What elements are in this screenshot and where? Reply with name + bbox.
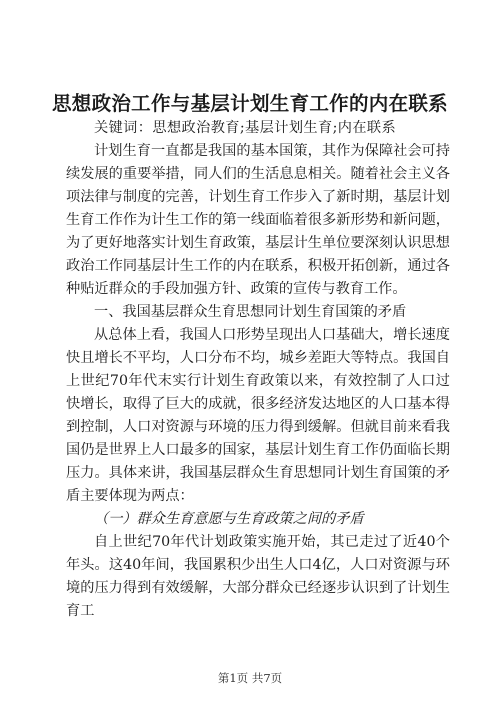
page-number-footer: 第1页 共7页 xyxy=(217,671,283,685)
document-body xyxy=(66,117,450,623)
paragraph-intro: 计划生育一直都是我国的基本国策，其作为保障社会可持续发展的重要举措，同人们的生活息息相关。随着社会主义各项法律与制度的完善，计划生育工作步入了新时期，基层计划生育工作作为计生工作的第一线面临着很多新形势和新问题，为了更好地落实计划生育政策，基层计生单位要深刻认识思想政治工作同基层计生工作的内在联系，积极开拓创新，通过各种贴近群众的手段加强方针、政策的宣传与教育工作。 xyxy=(66,143,450,297)
document-title: 思想政治工作与基层计划生育工作的内在联系 xyxy=(51,92,448,115)
paragraph-policy-history: 自上世纪70年代计划政策实施开始，其已走过了近40个年头。这40年间，我国累积少出生人口4亿，人口对资源与环境的压力得到有效缓解，大部分群众已经逐步认识到了计划生育工 xyxy=(66,534,450,619)
section-heading-1: 一、我国基层群众生育思想同计划生育国策的矛盾 xyxy=(94,304,407,320)
keywords-line: 关键词：思想政治教育;基层计划生育;内在联系 xyxy=(94,120,397,136)
paragraph-population-situation: 从总体上看，我国人口形势呈现出人口基础大，增长速度快且增长不平均，人口分布不均，城乡差距大等特点。我国自上世纪70年代末实行计划生育政策以来，有效控制了人口过快增长，取得了巨大的成就，很多经济发达地区的人口基本得到控制，人口对资源与环境的压力得到缓解。但就目前来看我国仍是世界上人口最多的国家，基层计划生育工作仍面临长期压力。具体来讲，我国基层群众生育思想同计划生育国策的矛盾主要体现为两点： xyxy=(66,327,450,504)
subsection-heading-1: （一）群众生育意愿与生育政策之间的矛盾 xyxy=(94,511,364,527)
